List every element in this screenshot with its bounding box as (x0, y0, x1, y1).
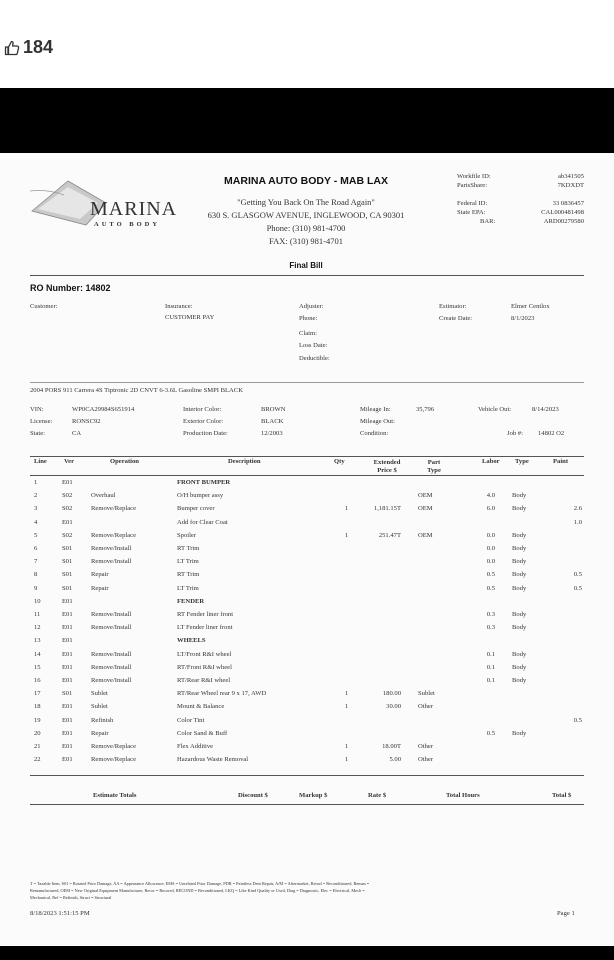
bar-label: BAR: (480, 218, 496, 225)
vehicle-description: 2004 PORS 911 Carrera 4S Tiptronic 2D CNVT 6-3.6L Gasoline SMPI BLACK (30, 387, 243, 394)
cell-operation: Remove/Replace (91, 756, 137, 764)
cell-description: RT Trim (177, 545, 200, 552)
cell-quantity: 1 (345, 756, 349, 764)
estimator-value: Elmer Centlox (511, 303, 550, 310)
cell-version-code: E01 (62, 650, 73, 658)
cell-version-code: E01 (62, 518, 73, 526)
cell-version-code: E01 (62, 663, 73, 671)
cell-labor-type: Body (512, 492, 527, 500)
ro-value: 14802 (85, 283, 111, 293)
cell-part-type: OEM (418, 492, 433, 500)
cell-version-code: E01 (62, 716, 73, 724)
cell-labor-hours: 0.1 (486, 663, 495, 671)
cell-labor-type: Body (512, 729, 527, 737)
cell-version-code: E01 (62, 597, 73, 605)
cell-part-type: Sublet (418, 690, 435, 698)
state-epa-value: CAL000481498 (541, 209, 584, 216)
cell-operation: Remove/Install (91, 650, 132, 658)
cell-operation: Remove/Install (91, 545, 132, 552)
cell-extended-price: 1,181.15T (373, 505, 401, 513)
job-label: Job #: (507, 430, 523, 437)
cell-version-code: S01 (62, 584, 73, 592)
logo-name: MARINA (90, 198, 178, 220)
footer-timestamp: 8/18/2023 1:51:15 PM (30, 910, 90, 917)
totals-rule (30, 804, 584, 805)
col-header-description: Description (228, 458, 261, 465)
cell-labor-type: Body (512, 584, 527, 592)
footer-legend-1: T = Taxable Item, S01 = Rotated Prior Damage, AA = Appearance Allowance, EMS = Unrelated Prior Damage, PDR = Paintless Dent Repair, A/M = Aftermarket, Recnd = Reconditioned, Reman = (30, 881, 370, 886)
footer-page-number: Page 1 (557, 910, 575, 917)
cell-line-number: 8 (34, 571, 38, 579)
condition-label: Condition: (360, 430, 389, 437)
col-header-part-type (427, 459, 441, 475)
cell-labor-hours: 0.0 (486, 558, 495, 566)
cell-operation: Repair (91, 729, 109, 737)
cell-description: LT/Front R&I wheel (177, 650, 232, 658)
cell-description: LT Trim (177, 558, 199, 566)
cell-operation: Overhaul (91, 492, 116, 500)
license-value: RONSC92 (72, 418, 101, 425)
state-label: State: (30, 430, 46, 437)
cell-description: RT/Rear R&I wheel (177, 677, 231, 684)
cell-operation: Remove/Replace (91, 743, 137, 750)
cell-operation: Remove/Install (91, 624, 132, 632)
cell-labor-hours: 0.3 (486, 624, 495, 632)
table-top-rule (30, 456, 584, 457)
cell-extended-price: 180.00 (382, 690, 401, 698)
cell-line-number: 17 (34, 690, 41, 698)
cell-labor-hours: 0.3 (486, 611, 495, 618)
cell-description: LT Fender liner front (177, 624, 233, 632)
cell-labor-type: Body (512, 663, 527, 671)
marina-logo (28, 173, 188, 233)
job-value: 14802 O2 (538, 430, 565, 437)
mileage-out-label: Mileage Out: (360, 418, 395, 425)
cell-description: FENDER (177, 597, 205, 605)
mileage-in-value: 35,796 (416, 406, 435, 413)
cell-operation: Remove/Install (91, 611, 132, 618)
cell-version-code: E01 (62, 743, 73, 750)
cell-labor-type: Body (512, 531, 527, 539)
cell-version-code: E01 (62, 611, 73, 618)
col-header-price (374, 459, 401, 475)
cell-operation: Repair (91, 584, 109, 592)
workfile-id-value: ab341505 (557, 173, 584, 180)
cell-description: RT Fender liner front (177, 611, 234, 618)
cell-labor-type: Body (512, 650, 527, 658)
cell-line-number: 19 (34, 716, 41, 724)
cell-operation: Remove/Install (91, 677, 132, 684)
exterior-color-value: BLACK (261, 418, 284, 425)
total-hours-label: Total Hours (446, 792, 480, 799)
col-header-price-text: Extended Price $ (373, 459, 401, 475)
cell-description: Spoiler (177, 531, 197, 539)
cell-labor-type: Body (512, 545, 527, 552)
claim-label: Claim: (299, 330, 317, 337)
insurance-label: Insurance: (165, 303, 193, 310)
cell-description: Mount & Balance (177, 703, 225, 711)
mileage-in-label: Mileage In: (360, 406, 391, 413)
cell-version-code: S01 (62, 558, 73, 566)
cell-labor-type: Body (512, 611, 527, 618)
exterior-color-label: Exterior Color: (183, 418, 224, 425)
cell-part-type: Other (418, 703, 434, 711)
cell-operation: Remove/Replace (91, 505, 137, 513)
thumbs-up-icon (4, 40, 20, 56)
col-header-paint: Paint (553, 458, 569, 465)
cell-operation: Remove/Install (91, 558, 132, 566)
footer-legend-2: Remanufactured, OEM = New Original Equipment Manufacturer, Recor = Recored, RECOND = Reconditioned, LKQ = Like Kind Quality or Used, Diag = Diagnostic, Elec = Electrical, Mech = (30, 888, 365, 893)
shop-slogan: "Getting You Back On The Road Again" (237, 197, 375, 207)
shop-name: MARINA AUTO BODY - MAB LAX (224, 175, 388, 187)
cell-paint-hours: 0.5 (573, 571, 582, 579)
cell-version-code: S01 (62, 571, 73, 579)
cell-part-type: OEM (418, 531, 433, 539)
cell-line-number: 6 (34, 545, 38, 552)
cell-labor-hours: 4.0 (486, 492, 495, 500)
info-divider (30, 382, 584, 383)
partsshare-value: 7KDXDT (557, 182, 584, 189)
vehicle-out-value: 8/14/2023 (532, 406, 559, 413)
shop-fax: FAX: (310) 981-4701 (269, 236, 343, 246)
rate-label: Rate $ (368, 792, 387, 799)
cell-description: RT/Front R&I wheel (177, 663, 232, 671)
discount-label: Discount $ (238, 792, 268, 799)
cell-line-number: 5 (34, 531, 38, 539)
cell-line-number: 21 (34, 743, 41, 750)
loss-date-label: Loss Date: (299, 342, 328, 349)
table-bottom-rule (30, 775, 584, 776)
cell-version-code: E01 (62, 677, 73, 684)
col-header-line: Line (34, 458, 47, 465)
deductible-label: Deductible: (299, 355, 330, 362)
cell-line-number: 18 (34, 703, 41, 711)
cell-line-number: 12 (34, 624, 41, 632)
production-date-value: 12/2003 (261, 430, 283, 437)
cell-description: Hazardous Waste Removal (177, 756, 249, 764)
cell-line-number: 9 (34, 584, 38, 592)
estimator-label: Estimator: (439, 303, 467, 310)
shop-address: 630 S. GLASGOW AVENUE, INGLEWOOD, CA 90301 (207, 210, 405, 220)
cell-labor-hours: 0.5 (486, 729, 495, 737)
cell-labor-hours: 6.0 (486, 505, 495, 513)
cell-paint-hours: 0.5 (573, 716, 582, 724)
cell-paint-hours: 0.5 (573, 584, 582, 592)
cell-version-code: S01 (62, 545, 73, 552)
cell-labor-type: Body (512, 571, 527, 579)
cell-extended-price: 251.47T (378, 531, 401, 539)
cell-operation: Refinish (91, 716, 114, 724)
col-header-labor: Labor (482, 458, 500, 465)
col-header-ver: Ver (64, 458, 75, 465)
cell-version-code: S01 (62, 690, 73, 698)
footer-legend-3: Mechanical, Ref = Refinish, Struct = Structural (30, 895, 112, 900)
image-bottom-border (0, 946, 614, 960)
cell-description: LT Trim (177, 584, 199, 592)
cell-version-code: S02 (62, 492, 73, 500)
ro-label: RO Number: (30, 283, 84, 293)
cell-version-code: E01 (62, 729, 73, 737)
cell-labor-hours: 0.0 (486, 545, 495, 552)
cell-labor-type: Body (512, 505, 527, 513)
cell-operation: Repair (91, 571, 109, 579)
cell-description: O/H bumper assy (177, 492, 224, 500)
cell-extended-price: 18.00T (382, 743, 401, 750)
cell-line-number: 13 (34, 637, 41, 645)
cell-line-number: 22 (34, 756, 41, 764)
partsshare-label: PartsShare: (457, 182, 488, 189)
col-header-part-type-text: Part Type (427, 459, 441, 475)
logo-subtitle: AUTO BODY (94, 221, 161, 228)
shop-phone: Phone: (310) 981-4700 (266, 223, 346, 233)
cell-description: WHEELS (177, 637, 206, 645)
cell-version-code: E01 (62, 624, 73, 632)
cell-description: Color Tint (177, 716, 205, 724)
cell-version-code: E01 (62, 756, 73, 764)
interior-color-value: BROWN (261, 406, 286, 413)
col-header-operation: Operation (110, 458, 139, 465)
cell-line-number: 20 (34, 729, 41, 737)
cell-description: Bumper cover (177, 505, 215, 513)
table-header-rule (30, 475, 584, 476)
state-epa-label: State EPA: (457, 209, 486, 216)
phone-label: Phone: (299, 315, 318, 322)
cell-version-code: E01 (62, 703, 73, 711)
cell-labor-hours: 0.5 (486, 584, 495, 592)
cell-part-type: OEM (418, 505, 433, 513)
cell-labor-hours: 0.5 (486, 571, 495, 579)
cell-quantity: 1 (345, 531, 349, 539)
image-top-border (0, 88, 614, 153)
col-header-qty: Qty (334, 458, 345, 465)
cell-description: RT/Rear Wheel rear 9 x 17, AWD (177, 690, 267, 698)
cell-labor-type: Body (512, 677, 527, 684)
cell-quantity: 1 (345, 690, 349, 698)
create-date-value: 8/1/2023 (511, 315, 535, 322)
cell-operation: Remove/Replace (91, 531, 137, 539)
cell-line-number: 3 (34, 505, 38, 513)
bar-value: ARD00279580 (543, 218, 584, 225)
cell-version-code: E01 (62, 637, 73, 645)
state-value: CA (72, 430, 82, 437)
cell-labor-hours: 0.1 (486, 650, 495, 658)
cell-quantity: 1 (345, 743, 349, 750)
col-header-type: Type (515, 458, 529, 465)
cell-extended-price: 5.00 (389, 756, 401, 764)
bill-title: Final Bill (289, 261, 323, 270)
cell-operation: Sublet (91, 703, 108, 711)
cell-version-code: S02 (62, 505, 73, 513)
cell-line-number: 16 (34, 677, 41, 684)
cell-quantity: 1 (345, 703, 349, 711)
federal-id-label: Federal ID: (457, 200, 488, 207)
ro-number (30, 284, 111, 293)
cell-line-number: 4 (34, 518, 38, 526)
cell-version-code: S02 (62, 531, 73, 539)
cell-description: FRONT BUMPER (177, 479, 231, 486)
markup-label: Markup $ (299, 792, 328, 799)
cell-paint-hours: 2.6 (573, 505, 582, 513)
cell-labor-type: Body (512, 558, 527, 566)
cell-line-number: 2 (34, 492, 38, 500)
post-header (0, 0, 614, 88)
cell-paint-hours: 1.0 (573, 518, 582, 526)
vehicle-out-label: Vehicle Out: (478, 406, 512, 413)
estimate-totals-label: Estimate Totals (93, 792, 137, 799)
production-date-label: Production Date: (183, 430, 228, 437)
cell-line-number: 7 (34, 558, 38, 566)
cell-quantity: 1 (345, 505, 349, 513)
cell-part-type: Other (418, 743, 434, 750)
cell-description: Flex Additive (177, 743, 214, 750)
cell-labor-type: Body (512, 624, 527, 632)
header-divider (30, 275, 584, 276)
like-count: 184 (23, 37, 54, 57)
cell-description: Color Sand & Buff (177, 729, 228, 737)
cell-extended-price: 30.00 (386, 703, 401, 711)
federal-id-value: 33 0836457 (552, 200, 584, 207)
cell-line-number: 14 (34, 650, 41, 658)
invoice-document (0, 153, 614, 946)
cell-description: Add for Clear Coat (177, 518, 228, 526)
workfile-id-label: Workfile ID: (457, 173, 491, 180)
license-label: License: (30, 418, 53, 425)
cell-operation: Sublet (91, 690, 108, 698)
cell-line-number: 11 (34, 611, 41, 618)
cell-line-number: 15 (34, 663, 41, 671)
cell-labor-hours: 0.1 (486, 677, 495, 684)
cell-version-code: E01 (62, 479, 73, 486)
cell-line-number: 10 (34, 597, 41, 605)
vin-value: WP0CA29984S651914 (72, 406, 135, 413)
total-amount-label: Total $ (552, 792, 572, 799)
cell-part-type: Other (418, 756, 434, 764)
adjuster-label: Adjuster: (299, 303, 324, 310)
like-button[interactable] (4, 37, 53, 58)
cell-operation: Remove/Install (91, 663, 132, 671)
cell-line-number: 1 (34, 479, 38, 486)
insurance-value: CUSTOMER PAY (165, 314, 215, 321)
cell-description: RT Trim (177, 571, 200, 579)
customer-label: Customer: (30, 303, 58, 310)
create-date-label: Create Date: (439, 315, 473, 322)
interior-color-label: Interior Color: (183, 406, 222, 413)
cell-labor-hours: 0.0 (486, 531, 495, 539)
vin-label: VIN: (30, 406, 44, 413)
